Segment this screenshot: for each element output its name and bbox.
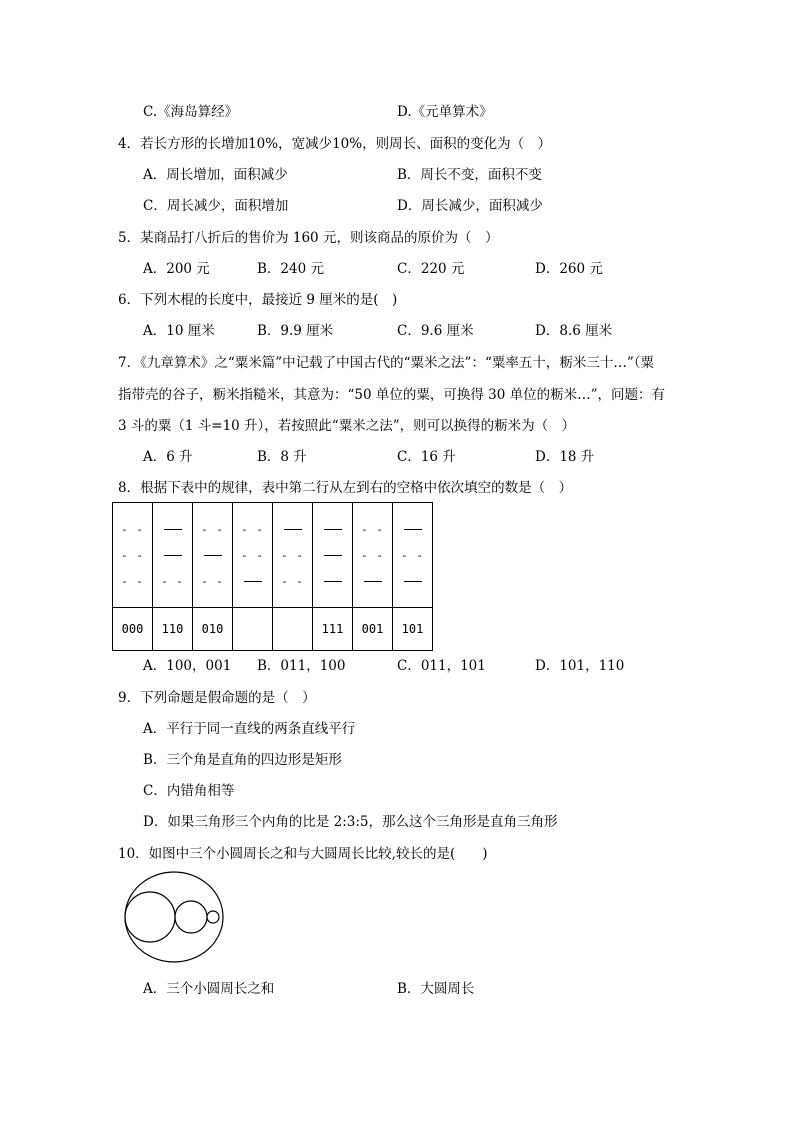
broken-line: - - bbox=[281, 549, 304, 562]
q8-stem: 8．根据下表中的规律，表中第二行从左到右的空格中依次填空的数是（ ） bbox=[118, 480, 573, 496]
q8-option-d: D．101，110 bbox=[535, 658, 625, 674]
solid-line bbox=[153, 519, 192, 539]
q3-option-d: D.《元单算术》 bbox=[397, 104, 493, 120]
q10-option-a: A．三个小圆周长之和 bbox=[143, 981, 275, 997]
symbol-row bbox=[113, 503, 433, 608]
q9-option-a: A．平行于同一直线的两条直线平行 bbox=[143, 721, 356, 737]
value-cell: 001 bbox=[353, 608, 393, 651]
q4-option-c: C．周长减少，面积增加 bbox=[143, 198, 289, 214]
solid-line bbox=[313, 545, 352, 565]
symbol-cell bbox=[113, 503, 153, 608]
value-cell: 110 bbox=[153, 608, 193, 651]
q7-stem-line-3: 3 斗的粟（1 斗=10 升），若按照此“粟米之法”，则可以换得的粝米为（ ） bbox=[118, 418, 576, 434]
solid-line bbox=[393, 571, 432, 591]
broken-line: - - bbox=[241, 549, 264, 562]
q4-option-a: A．周长增加，面积减少 bbox=[143, 167, 288, 183]
value-cell: 101 bbox=[393, 608, 433, 651]
pattern-table bbox=[112, 502, 433, 651]
q7-stem-line-1: 7．《九章算术》之“粟米篇”中记载了中国古代的“粟米之法”：“粟率五十，粝米三十…”（粟 bbox=[118, 355, 654, 371]
q5-option-b: B．240 元 bbox=[257, 261, 324, 277]
q9-option-c: C．内错角相等 bbox=[143, 783, 235, 799]
symbol-cell bbox=[193, 503, 233, 608]
q9-option-d: D．如果三角形三个内角的比是 2:3:5，那么这个三角形是直角三角形 bbox=[143, 814, 558, 830]
q6-stem: 6．下列木棍的长度中，最接近 9 厘米的是( ) bbox=[118, 292, 398, 308]
broken-line: - - bbox=[121, 549, 144, 562]
broken-line: - - bbox=[281, 575, 304, 588]
solid-line bbox=[233, 571, 272, 591]
q5-option-a: A．200 元 bbox=[143, 261, 210, 277]
q5-option-c: C．220 元 bbox=[397, 261, 465, 277]
q10-stem: 10．如图中三个小圆周长之和与大圆周长比较,较长的是( ) bbox=[118, 846, 488, 862]
symbol-cell bbox=[393, 503, 433, 608]
solid-line bbox=[153, 545, 192, 565]
value-row bbox=[113, 608, 433, 651]
q5-option-d: D．260 元 bbox=[535, 261, 603, 277]
small-circle-2 bbox=[175, 901, 207, 933]
symbol-cell bbox=[313, 503, 353, 608]
blank-cell bbox=[233, 608, 273, 651]
value-cell: 000 bbox=[113, 608, 153, 651]
q6-option-b: B．9.9 厘米 bbox=[257, 323, 334, 339]
value-cell: 111 bbox=[313, 608, 353, 651]
large-circle bbox=[125, 872, 223, 962]
q7-option-b: B．8 升 bbox=[257, 449, 307, 465]
broken-line: - - bbox=[201, 575, 224, 588]
q6-option-a: A．10 厘米 bbox=[143, 323, 215, 339]
solid-line bbox=[353, 571, 392, 591]
q9-option-b: B．三个角是直角的四边形是矩形 bbox=[143, 752, 342, 768]
q5-stem: 5．某商品打八折后的售价为 160 元，则该商品的原价为（ ） bbox=[118, 230, 499, 246]
small-circle-1 bbox=[125, 892, 175, 942]
symbol-cell bbox=[273, 503, 313, 608]
broken-line: - - bbox=[401, 549, 424, 562]
q8-option-b: B．011，100 bbox=[257, 658, 346, 674]
symbol-cell bbox=[153, 503, 193, 608]
broken-line: - - bbox=[361, 549, 384, 562]
q7-stem-line-2: 指带壳的谷子，粝米指糙米，其意为：“50 单位的粟，可换得 30 单位的粝米…”，问题：有 bbox=[118, 387, 666, 403]
symbol-cell bbox=[233, 503, 273, 608]
broken-line: - - bbox=[161, 575, 184, 588]
q3-option-c: C.《海岛算经》 bbox=[143, 104, 239, 120]
value-cell: 010 bbox=[193, 608, 233, 651]
q4-stem: 4．若长方形的长增加10%，宽减少10%，则周长、面积的变化为（ ） bbox=[118, 136, 552, 152]
q10-option-b: B．大圆周长 bbox=[397, 981, 475, 997]
q4-option-b: B．周长不变，面积不变 bbox=[397, 167, 542, 183]
solid-line bbox=[393, 519, 432, 539]
circles-figure bbox=[120, 868, 230, 968]
solid-line bbox=[313, 519, 352, 539]
broken-line: - - bbox=[121, 523, 144, 536]
q6-option-d: D．8.6 厘米 bbox=[535, 323, 613, 339]
q6-option-c: C．9.6 厘米 bbox=[397, 323, 474, 339]
small-circle-3 bbox=[207, 911, 219, 923]
broken-line: - - bbox=[201, 523, 224, 536]
solid-line bbox=[193, 545, 232, 565]
solid-line bbox=[273, 519, 312, 539]
symbol-cell bbox=[353, 503, 393, 608]
q8-option-c: C．011，101 bbox=[397, 658, 486, 674]
broken-line: - - bbox=[241, 523, 264, 536]
q7-option-d: D．18 升 bbox=[535, 449, 595, 465]
solid-line bbox=[313, 571, 352, 591]
q7-option-a: A．6 升 bbox=[143, 449, 193, 465]
q7-option-c: C．16 升 bbox=[397, 449, 456, 465]
broken-line: - - bbox=[121, 575, 144, 588]
q8-option-a: A．100，001 bbox=[143, 658, 232, 674]
blank-cell bbox=[273, 608, 313, 651]
broken-line: - - bbox=[361, 523, 384, 536]
q4-option-d: D．周长减少，面积减少 bbox=[397, 198, 543, 214]
q9-stem: 9．下列命题是假命题的是（ ） bbox=[118, 690, 316, 706]
